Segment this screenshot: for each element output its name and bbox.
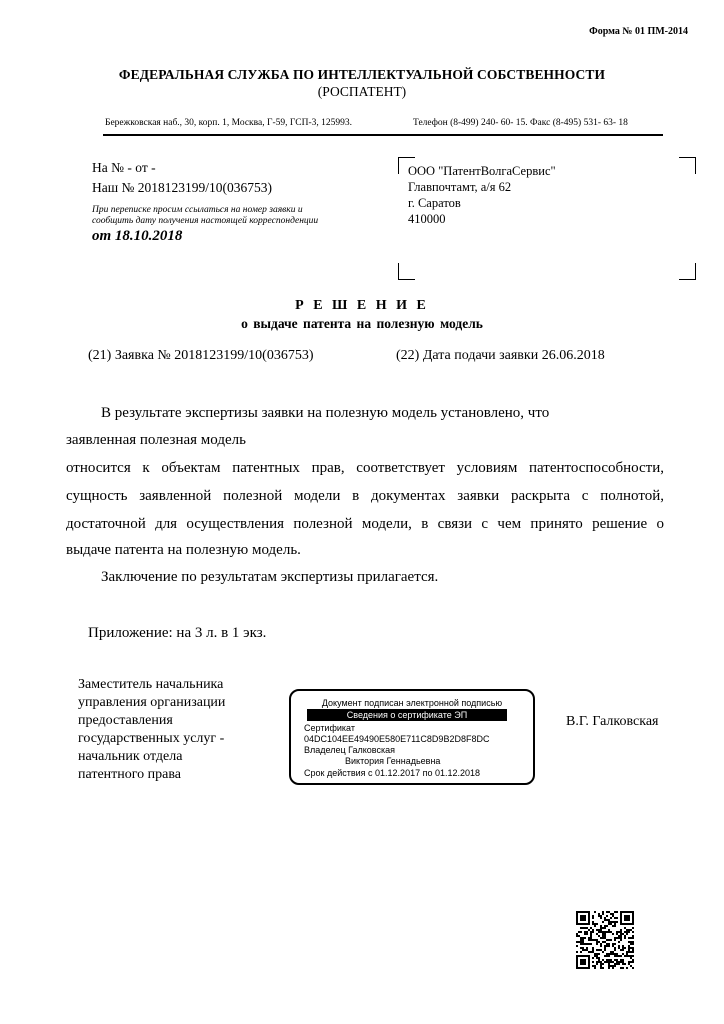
- reference-note-line2: сообщить дату получения настоящей корреспонденции: [92, 216, 319, 226]
- stamp-certificate-id: 04DC104EE49490E580E711C8D9B2D8F8DC: [304, 734, 490, 744]
- letter-date: от 18.10.2018: [92, 228, 183, 244]
- signer-position-line: начальник отдела: [78, 749, 183, 764]
- body-paragraph: достаточной для осуществления полезной модели, в связи с чем принято решение о: [66, 516, 664, 532]
- signer-position-line: государственных услуг -: [78, 731, 225, 746]
- agency-address: Бережковская наб., 30, корп. 1, Москва, Г-59, ГСП-3, 125993.: [105, 118, 353, 128]
- filing-date: (22) Дата подачи заявки 26.06.2018: [396, 348, 605, 363]
- recipient-po-box: Главпочтамт, а/я 62: [408, 180, 512, 194]
- agency-phone: Телефон (8-499) 240- 60- 15. Факс (8-495) 531- 63- 18: [413, 118, 628, 128]
- their-reference: На № - от -: [92, 160, 156, 175]
- stamp-certificate-bar: Сведения о сертификате ЭП: [307, 709, 507, 721]
- qr-code-icon: [576, 911, 634, 969]
- body-paragraph: заявленная полезная модель: [66, 432, 246, 448]
- form-number: Форма № 01 ПМ-2014: [589, 26, 688, 37]
- signer-position-line: Заместитель начальника: [78, 677, 224, 692]
- header-divider: [103, 134, 663, 136]
- agency-name: ФЕДЕРАЛЬНАЯ СЛУЖБА ПО ИНТЕЛЛЕКТУАЛЬНОЙ СОБСТВЕННОСТИ: [118, 67, 606, 82]
- document-title: Р Е Ш Е Н И Е: [295, 298, 429, 313]
- stamp-validity: Срок действия с 01.12.2017 по 01.12.2018: [304, 768, 481, 778]
- recipient-postcode: 410000: [408, 212, 446, 226]
- address-frame-corner: [679, 157, 696, 174]
- application-number: (21) Заявка № 2018123199/10(036753): [88, 348, 314, 363]
- electronic-signature-stamp: [289, 689, 535, 785]
- body-paragraph: сущность заявленной полезной модели в документах заявки раскрыта с полнотой,: [66, 488, 664, 504]
- body-paragraph: Заключение по результатам экспертизы прилагается.: [101, 569, 439, 585]
- stamp-owner-name: Виктория Геннадьевна: [345, 756, 441, 766]
- recipient-name: ООО "ПатентВолгаСервис": [408, 164, 556, 178]
- document-subtitle: о выдаче патента на полезную модель: [241, 316, 483, 331]
- signer-name: В.Г. Галковская: [566, 714, 659, 729]
- recipient-city: г. Саратов: [408, 196, 461, 210]
- address-frame-corner: [398, 263, 415, 280]
- stamp-heading: Документ подписан электронной подписью: [321, 698, 503, 708]
- reference-note-line1: При переписке просим ссылаться на номер заявки и: [92, 205, 303, 215]
- signer-position-line: патентного права: [78, 767, 182, 782]
- signer-position-line: предоставления: [78, 713, 173, 728]
- agency-short-name: (РОСПАТЕНТ): [317, 84, 407, 99]
- stamp-certificate-label: Сертификат: [304, 723, 355, 733]
- attachment-note: Приложение: на 3 л. в 1 экз.: [88, 625, 267, 641]
- stamp-owner: Владелец Галковская: [304, 745, 395, 755]
- address-frame-corner: [679, 263, 696, 280]
- body-paragraph: относится к объектам патентных прав, соответствует условиям патентоспособности,: [66, 460, 664, 476]
- body-paragraph: выдаче патента на полезную модель.: [66, 542, 301, 558]
- signer-position-line: управления организации: [78, 695, 226, 710]
- our-reference: Наш № 2018123199/10(036753): [92, 180, 273, 195]
- body-paragraph: В результате экспертизы заявки на полезную модель установлено, что: [101, 405, 550, 421]
